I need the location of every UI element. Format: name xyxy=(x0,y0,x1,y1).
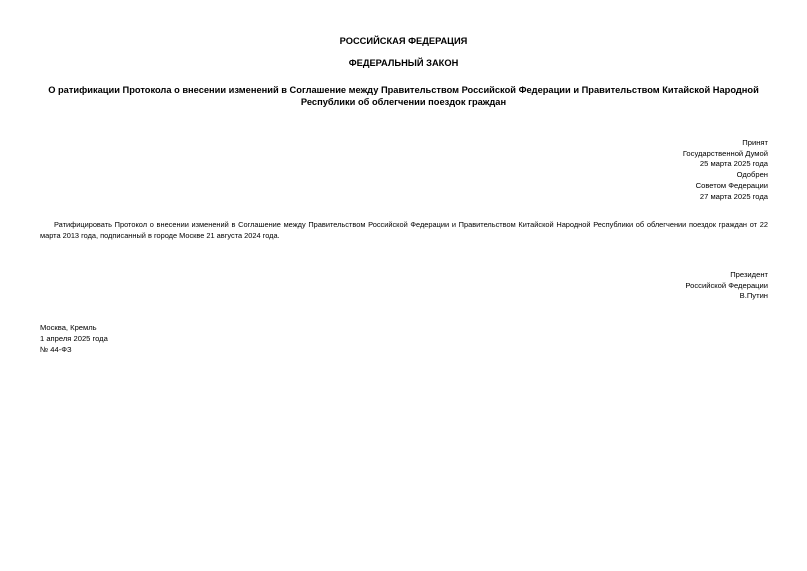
article-text: Ратифицировать Протокол о внесении изменений в Соглашение между Правительством Российской Федерации и Правительством Китайской Народной Республики об облегчении поездок граждан от 22 марта 2013 года, подписанный в городе Москве 21 августа 2024 года. xyxy=(40,220,768,241)
law-title: О ратификации Протокола о внесении изменений в Соглашение между Правительством Российской Федерации и Правительством Китайской Народной Республики об облегчении поездок граждан xyxy=(48,85,759,107)
signature-position-line2: Российской Федерации xyxy=(685,280,768,290)
signature-position-line1: Президент xyxy=(730,270,768,279)
adopted-label: Принят xyxy=(742,138,768,147)
footer-block xyxy=(40,322,108,355)
country-heading: РОССИЙСКАЯ ФЕДЕРАЦИЯ xyxy=(339,36,468,46)
approved-by: Советом Федерации xyxy=(695,180,768,190)
footer-date: 1 апреля 2025 года xyxy=(40,334,108,343)
footer-place: Москва, Кремль xyxy=(40,323,97,332)
approved-date: 27 марта 2025 года xyxy=(699,191,768,201)
document-type-heading: ФЕДЕРАЛЬНЫЙ ЗАКОН xyxy=(348,58,459,68)
adopted-by: Государственной Думой xyxy=(682,148,768,158)
adopted-date: 25 марта 2025 года xyxy=(699,159,768,169)
approved-label: Одобрен xyxy=(736,170,768,180)
signature-name: В.Путин xyxy=(739,291,768,301)
signature-block xyxy=(685,270,768,302)
footer-number: № 44-ФЗ xyxy=(40,345,72,354)
adoption-block xyxy=(683,138,768,202)
